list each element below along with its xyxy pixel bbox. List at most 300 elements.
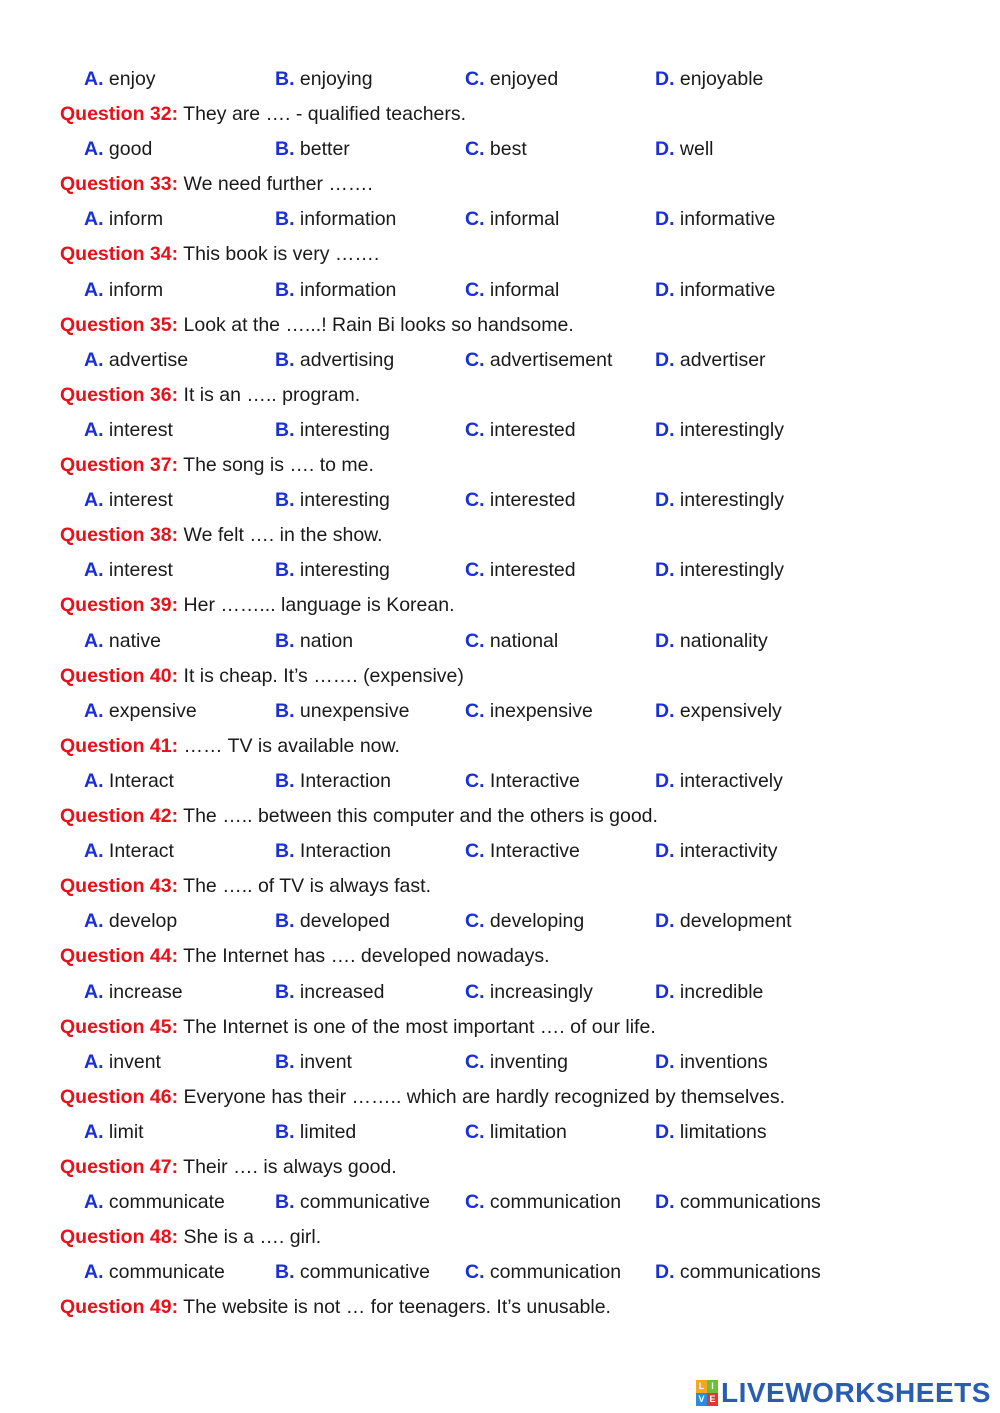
option-text: enjoy	[108, 68, 156, 90]
option-text: interestingly	[679, 559, 784, 581]
option-text: inexpensive	[489, 700, 593, 722]
option-text: incredible	[679, 981, 764, 1003]
option-text: information	[299, 208, 397, 230]
option-text: expensively	[679, 700, 782, 722]
question-label: Question 37:	[60, 454, 179, 476]
option-letter: C.	[465, 770, 485, 792]
option-text: inventing	[489, 1051, 568, 1073]
question-stem	[0, 239, 1000, 269]
option-b[interactable]	[275, 345, 394, 375]
option-b[interactable]	[275, 906, 390, 936]
question-label: Question 48:	[60, 1226, 179, 1248]
options-row	[0, 1257, 1000, 1287]
question-line	[60, 1012, 656, 1042]
option-text: limitation	[489, 1121, 567, 1143]
option-letter: D.	[655, 208, 675, 230]
option-letter: C.	[465, 68, 485, 90]
option-a[interactable]	[84, 1117, 144, 1147]
question-label: Question 45:	[60, 1016, 179, 1038]
option-letter: C.	[465, 419, 485, 441]
option-text: nation	[299, 630, 354, 652]
option-letter: C.	[465, 349, 485, 371]
option-letter: D.	[655, 138, 675, 160]
option-letter: B.	[275, 1051, 295, 1073]
option-d[interactable]	[655, 485, 784, 515]
question-line	[60, 871, 431, 901]
option-text: increased	[299, 981, 385, 1003]
question-text: We felt …. in the show.	[178, 524, 383, 546]
option-d[interactable]	[655, 415, 784, 445]
option-text: information	[299, 279, 397, 301]
option-text: good	[108, 138, 153, 160]
question-label: Question 47:	[60, 1156, 179, 1178]
question-stem	[0, 1152, 1000, 1182]
question-text: The website is not … for teenagers. It’s unusable.	[178, 1296, 611, 1318]
question-line	[60, 661, 464, 691]
option-text: communicate	[108, 1261, 225, 1283]
option-text: communication	[489, 1261, 622, 1283]
option-a[interactable]	[84, 275, 163, 305]
option-letter: C.	[465, 840, 485, 862]
question-stem	[0, 801, 1000, 831]
option-text: well	[679, 138, 714, 160]
option-text: invent	[108, 1051, 161, 1073]
options-row	[0, 345, 1000, 375]
question-line	[60, 310, 574, 340]
option-a[interactable]	[84, 906, 177, 936]
option-letter: A.	[84, 559, 104, 581]
option-b[interactable]	[275, 696, 409, 726]
question-label: Question 44:	[60, 945, 179, 967]
question-line	[60, 1292, 611, 1322]
option-letter: B.	[275, 981, 295, 1003]
option-text: developed	[299, 910, 390, 932]
option-text: informal	[489, 208, 560, 230]
option-letter: D.	[655, 770, 675, 792]
option-c[interactable]	[465, 134, 527, 164]
option-text: nationality	[679, 630, 768, 652]
option-text: interesting	[299, 559, 390, 581]
option-letter: B.	[275, 630, 295, 652]
option-letter: C.	[465, 489, 485, 511]
option-a[interactable]	[84, 1047, 161, 1077]
question-text: It is an ….. program.	[178, 384, 361, 406]
option-letter: C.	[465, 630, 485, 652]
question-label: Question 35:	[60, 314, 179, 336]
option-d[interactable]	[655, 1047, 768, 1077]
options-row	[0, 485, 1000, 515]
option-text: best	[489, 138, 527, 160]
question-stem	[0, 731, 1000, 761]
question-stem	[0, 1292, 1000, 1322]
question-text: Everyone has their …….. which are hardly recognized by themselves.	[178, 1086, 786, 1108]
option-a[interactable]	[84, 626, 161, 656]
option-letter: D.	[655, 1191, 675, 1213]
question-label: Question 49:	[60, 1296, 179, 1318]
option-letter: D.	[655, 840, 675, 862]
option-b[interactable]	[275, 836, 391, 866]
option-a[interactable]	[84, 696, 197, 726]
options-row	[0, 906, 1000, 936]
option-text: better	[299, 138, 350, 160]
option-letter: B.	[275, 1191, 295, 1213]
options-row	[0, 1047, 1000, 1077]
option-d[interactable]	[655, 1257, 821, 1287]
option-text: informal	[489, 279, 560, 301]
option-text: native	[108, 630, 161, 652]
question-text: This book is very …….	[178, 243, 380, 265]
option-c[interactable]	[465, 696, 593, 726]
option-text: enjoyable	[679, 68, 764, 90]
option-text: interest	[108, 559, 173, 581]
option-text: communication	[489, 1191, 622, 1213]
option-d[interactable]	[655, 275, 775, 305]
option-letter: A.	[84, 489, 104, 511]
option-b[interactable]	[275, 1117, 356, 1147]
option-text: advertiser	[679, 349, 766, 371]
option-text: invent	[299, 1051, 352, 1073]
option-c[interactable]	[465, 345, 612, 375]
option-letter: A.	[84, 630, 104, 652]
option-text: interested	[489, 419, 576, 441]
option-text: interesting	[299, 489, 390, 511]
question-text: The Internet is one of the most important …. of our life.	[178, 1016, 656, 1038]
option-b[interactable]	[275, 134, 350, 164]
option-letter: D.	[655, 1051, 675, 1073]
question-label: Question 38:	[60, 524, 179, 546]
option-text: Interact	[108, 840, 174, 862]
option-c[interactable]	[465, 415, 576, 445]
option-c[interactable]	[465, 64, 558, 94]
option-a[interactable]	[84, 1257, 225, 1287]
question-stem	[0, 380, 1000, 410]
option-letter: D.	[655, 700, 675, 722]
option-d[interactable]	[655, 134, 714, 164]
question-line	[60, 380, 360, 410]
option-letter: C.	[465, 981, 485, 1003]
option-c[interactable]	[465, 766, 580, 796]
option-letter: B.	[275, 700, 295, 722]
question-text: Their …. is always good.	[178, 1156, 397, 1178]
option-letter: A.	[84, 208, 104, 230]
option-letter: C.	[465, 910, 485, 932]
option-letter: B.	[275, 559, 295, 581]
options-row	[0, 626, 1000, 656]
option-text: interestingly	[679, 489, 784, 511]
option-letter: D.	[655, 1121, 675, 1143]
question-stem	[0, 871, 1000, 901]
option-b[interactable]	[275, 204, 396, 234]
option-text: advertising	[299, 349, 395, 371]
option-letter: C.	[465, 700, 485, 722]
option-c[interactable]	[465, 977, 593, 1007]
option-text: inventions	[679, 1051, 768, 1073]
option-letter: D.	[655, 630, 675, 652]
question-line	[60, 99, 466, 129]
option-c[interactable]	[465, 1187, 621, 1217]
question-stem	[0, 1012, 1000, 1042]
option-d[interactable]	[655, 906, 792, 936]
question-text: They are …. - qualified teachers.	[178, 103, 467, 125]
option-text: development	[679, 910, 792, 932]
question-stem	[0, 310, 1000, 340]
question-stem	[0, 520, 1000, 550]
question-text: The ….. between this computer and the others is good.	[178, 805, 658, 827]
option-b[interactable]	[275, 415, 390, 445]
option-text: national	[489, 630, 559, 652]
question-stem	[0, 99, 1000, 129]
option-letter: A.	[84, 1121, 104, 1143]
question-stem	[0, 1082, 1000, 1112]
options-row	[0, 134, 1000, 164]
option-a[interactable]	[84, 415, 173, 445]
options-row-q31	[0, 64, 1000, 94]
option-text: interested	[489, 559, 576, 581]
option-c[interactable]	[465, 836, 580, 866]
option-c[interactable]	[465, 1257, 621, 1287]
option-text: expensive	[108, 700, 197, 722]
option-a[interactable]	[84, 485, 173, 515]
question-line	[60, 941, 550, 971]
option-letter: B.	[275, 419, 295, 441]
option-b[interactable]	[275, 1187, 430, 1217]
option-c[interactable]	[465, 485, 576, 515]
question-line	[60, 801, 658, 831]
option-c[interactable]	[465, 275, 559, 305]
option-letter: A.	[84, 981, 104, 1003]
option-letter: C.	[465, 1261, 485, 1283]
option-text: inform	[108, 279, 164, 301]
option-text: interested	[489, 489, 576, 511]
option-text: advertise	[108, 349, 189, 371]
question-line	[60, 520, 383, 550]
liveworksheets-logo	[696, 1376, 991, 1410]
options-row	[0, 836, 1000, 866]
option-text: informative	[679, 208, 776, 230]
question-text: The song is …. to me.	[178, 454, 374, 476]
option-b[interactable]	[275, 64, 373, 94]
option-letter: A.	[84, 1191, 104, 1213]
option-d[interactable]	[655, 626, 768, 656]
option-letter: A.	[84, 68, 104, 90]
options-row	[0, 415, 1000, 445]
option-letter: A.	[84, 349, 104, 371]
question-line	[60, 169, 373, 199]
option-a[interactable]	[84, 977, 183, 1007]
option-letter: A.	[84, 700, 104, 722]
option-letter: B.	[275, 68, 295, 90]
option-c[interactable]	[465, 1047, 568, 1077]
option-b[interactable]	[275, 626, 353, 656]
question-stem	[0, 450, 1000, 480]
option-d[interactable]	[655, 1117, 767, 1147]
option-d[interactable]	[655, 345, 766, 375]
question-line	[60, 450, 374, 480]
question-stem	[0, 941, 1000, 971]
question-stem	[0, 1222, 1000, 1252]
option-d[interactable]	[655, 766, 783, 796]
option-letter: B.	[275, 489, 295, 511]
option-text: informative	[679, 279, 776, 301]
option-letter: B.	[275, 910, 295, 932]
option-letter: A.	[84, 840, 104, 862]
option-c[interactable]	[465, 626, 558, 656]
option-letter: D.	[655, 981, 675, 1003]
option-a[interactable]	[84, 836, 174, 866]
option-b[interactable]	[275, 1047, 352, 1077]
options-row	[0, 766, 1000, 796]
option-a[interactable]	[84, 1187, 225, 1217]
option-letter: A.	[84, 1051, 104, 1073]
options-row	[0, 1187, 1000, 1217]
option-text: communicate	[108, 1191, 225, 1213]
question-line	[60, 590, 455, 620]
option-letter: B.	[275, 840, 295, 862]
question-line	[60, 239, 379, 269]
option-a[interactable]	[84, 555, 173, 585]
option-letter: D.	[655, 489, 675, 511]
option-text: interest	[108, 489, 173, 511]
option-c[interactable]	[465, 555, 576, 585]
option-letter: B.	[275, 279, 295, 301]
option-b[interactable]	[275, 1257, 430, 1287]
option-letter: B.	[275, 138, 295, 160]
options-row	[0, 555, 1000, 585]
option-letter: D.	[655, 68, 675, 90]
question-label: Question 40:	[60, 665, 179, 687]
option-d[interactable]	[655, 977, 763, 1007]
option-text: communications	[679, 1191, 821, 1213]
question-stem	[0, 169, 1000, 199]
option-letter: C.	[465, 559, 485, 581]
question-text: It is cheap. It’s ……. (expensive)	[178, 665, 464, 687]
option-b[interactable]	[275, 485, 390, 515]
option-letter: A.	[84, 138, 104, 160]
question-label: Question 34:	[60, 243, 179, 265]
question-text: Her ……... language is Korean.	[178, 594, 455, 616]
option-text: limitations	[679, 1121, 767, 1143]
option-text: advertisement	[489, 349, 613, 371]
option-letter: B.	[275, 208, 295, 230]
question-label: Question 32:	[60, 103, 179, 125]
option-letter: C.	[465, 138, 485, 160]
option-letter: C.	[465, 208, 485, 230]
option-letter: C.	[465, 1121, 485, 1143]
option-d[interactable]	[655, 696, 782, 726]
option-text: interactivity	[679, 840, 778, 862]
option-letter: D.	[655, 349, 675, 371]
option-letter: A.	[84, 910, 104, 932]
option-text: communications	[679, 1261, 821, 1283]
option-letter: C.	[465, 279, 485, 301]
option-letter: A.	[84, 419, 104, 441]
option-c[interactable]	[465, 906, 584, 936]
option-text: inform	[108, 208, 164, 230]
question-text: We need further …….	[178, 173, 373, 195]
option-b[interactable]	[275, 275, 396, 305]
option-letter: B.	[275, 349, 295, 371]
options-row	[0, 275, 1000, 305]
question-label: Question 33:	[60, 173, 179, 195]
option-text: Interaction	[299, 840, 391, 862]
option-text: interesting	[299, 419, 390, 441]
option-d[interactable]	[655, 836, 777, 866]
option-d[interactable]	[655, 555, 784, 585]
option-text: enjoying	[299, 68, 373, 90]
option-letter: C.	[465, 1051, 485, 1073]
option-text: limited	[299, 1121, 357, 1143]
option-letter: C.	[465, 1191, 485, 1213]
option-letter: D.	[655, 279, 675, 301]
options-row	[0, 204, 1000, 234]
options-row	[0, 977, 1000, 1007]
option-letter: D.	[655, 419, 675, 441]
option-text: Interact	[108, 770, 174, 792]
option-d[interactable]	[655, 64, 763, 94]
option-b[interactable]	[275, 977, 384, 1007]
option-a[interactable]	[84, 766, 174, 796]
option-letter: D.	[655, 1261, 675, 1283]
option-b[interactable]	[275, 555, 390, 585]
options-row	[0, 696, 1000, 726]
logo-text: LIVEWORKSHEETS	[721, 1377, 991, 1408]
option-text: limit	[108, 1121, 144, 1143]
question-line	[60, 1222, 321, 1252]
option-letter: A.	[84, 279, 104, 301]
question-stem	[0, 590, 1000, 620]
option-c[interactable]	[465, 204, 559, 234]
question-text: Look at the …...! Rain Bi looks so handsome.	[178, 314, 574, 336]
question-text: The ….. of TV is always fast.	[178, 875, 431, 897]
question-label: Question 46:	[60, 1086, 179, 1108]
question-text: …… TV is available now.	[178, 735, 400, 757]
option-text: increasingly	[489, 981, 593, 1003]
question-line	[60, 1082, 785, 1112]
question-line	[60, 731, 400, 761]
option-text: unexpensive	[299, 700, 410, 722]
option-a[interactable]	[84, 345, 188, 375]
option-text: interactively	[679, 770, 783, 792]
question-label: Question 42:	[60, 805, 179, 827]
option-a[interactable]	[84, 134, 152, 164]
question-text: The Internet has …. developed nowadays.	[178, 945, 550, 967]
question-stem	[0, 661, 1000, 691]
option-a[interactable]	[84, 64, 156, 94]
question-label: Question 43:	[60, 875, 179, 897]
logo-mark-icon: L I V E	[696, 1380, 718, 1406]
option-c[interactable]	[465, 1117, 567, 1147]
option-a[interactable]	[84, 204, 163, 234]
question-text: She is a …. girl.	[178, 1226, 322, 1248]
option-text: Interactive	[489, 770, 580, 792]
options-row	[0, 1117, 1000, 1147]
option-letter: B.	[275, 1261, 295, 1283]
option-text: Interactive	[489, 840, 580, 862]
option-text: increase	[108, 981, 183, 1003]
option-text: interestingly	[679, 419, 784, 441]
option-text: enjoyed	[489, 68, 559, 90]
question-label: Question 41:	[60, 735, 179, 757]
option-letter: A.	[84, 770, 104, 792]
option-letter: D.	[655, 910, 675, 932]
option-text: Interaction	[299, 770, 391, 792]
option-text: communicative	[299, 1261, 430, 1283]
option-d[interactable]	[655, 1187, 821, 1217]
option-d[interactable]	[655, 204, 775, 234]
option-letter: B.	[275, 1121, 295, 1143]
option-letter: A.	[84, 1261, 104, 1283]
option-b[interactable]	[275, 766, 391, 796]
